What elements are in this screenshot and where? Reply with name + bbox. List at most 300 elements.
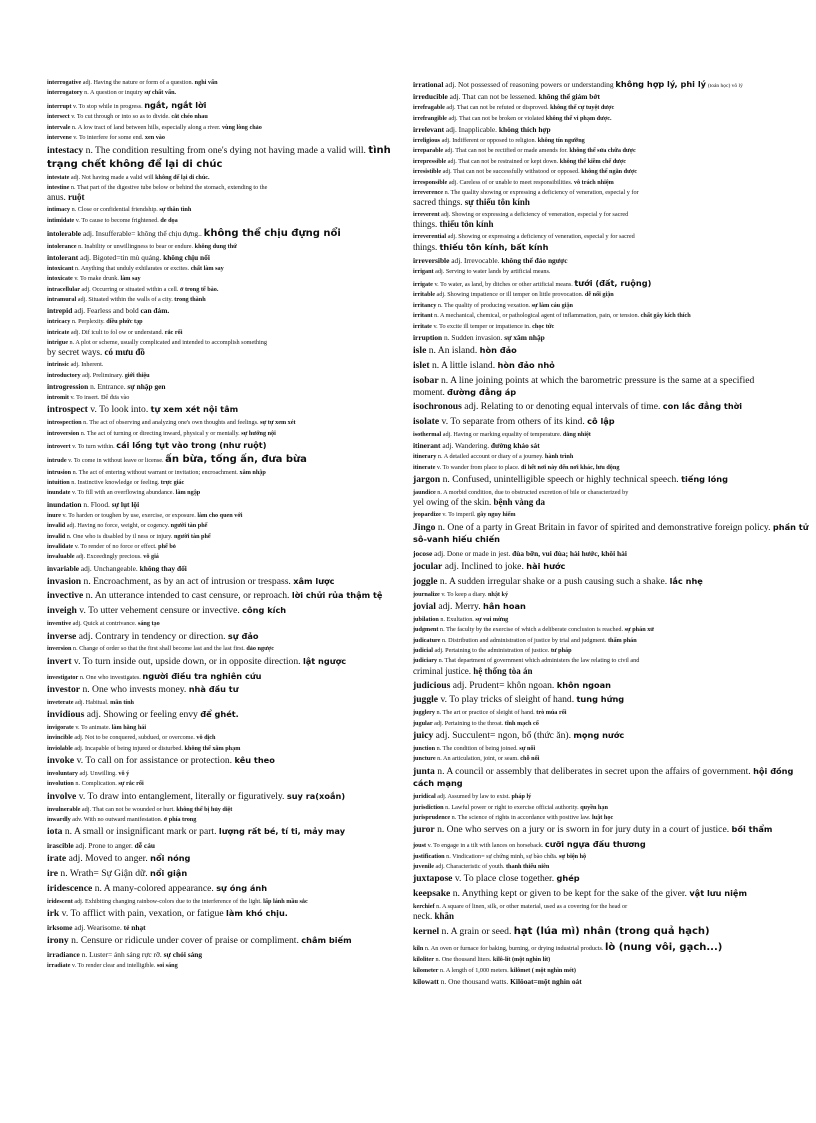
entry-definition: n. An utterance intended to cast censure, or reproach. [85, 590, 290, 602]
dictionary-entry [413, 511, 811, 519]
entry-definition: v. To make drunk. [74, 275, 119, 283]
entry-definition: adj. Bigoted=tin mù quáng. [80, 252, 162, 262]
entry-definition: adj. Showing impatience or ill temper on little provocation. [436, 291, 584, 299]
entry-definition: adj. Merry. [438, 601, 481, 613]
entry-translation: thiếu tôn kính [439, 219, 494, 230]
dictionary-entry [413, 375, 811, 400]
entry-headword: intersect [47, 113, 70, 121]
entry-definition: adj. Contrary in tendency or direction. [78, 630, 226, 642]
dictionary-entry [413, 745, 811, 753]
dictionary-entry [47, 430, 409, 438]
dictionary-entry [413, 291, 811, 299]
entry-definition: n. The act of entering without warrant or invitation; encroachment. [72, 468, 238, 476]
entry-definition: adj. That can not be successfully withstood or opposed. [442, 168, 580, 176]
dictionary-entry [413, 401, 811, 414]
entry-headword: interrupt [47, 102, 72, 110]
entry-headword: intimidate [47, 216, 75, 224]
entry-translation: không thay đổi [139, 563, 187, 573]
entry-headword: intricate [47, 328, 70, 336]
dictionary-entry [47, 724, 409, 732]
dictionary-entry [47, 296, 409, 304]
entry-definition: n. An articulation, joint, or seam. [437, 755, 519, 763]
dictionary-entry [413, 977, 811, 987]
entry-headword: intestacy [47, 145, 84, 157]
dictionary-entry [47, 479, 409, 487]
entry-headword: invulnerable [47, 805, 81, 813]
dictionary-entry [413, 211, 811, 231]
entry-headword: intolerance [47, 242, 77, 250]
entry-definition-continued: criminal justice. hệ thống tòa án [413, 665, 533, 676]
entry-definition: adj. Showing or expressing a deficiency of veneration, especial y for sacred [441, 211, 629, 219]
entry-definition: v. To fill with an overflowing abundance. [71, 489, 175, 497]
entry-headword: isochronous [413, 401, 462, 413]
dictionary-entry [47, 361, 409, 369]
entry-definition: v. To call on for assistance or protection. [76, 755, 233, 767]
entry-definition: n. The condition resulting from one's dying not having made a valid will. [85, 145, 366, 157]
dictionary-entry [413, 888, 811, 901]
entry-translation: không thể xâm phạm [184, 744, 241, 752]
dictionary-entry [47, 564, 409, 574]
entry-translation: lò (nung vôi, gạch...) [604, 942, 723, 954]
entry-translation: suy ra(xoắn) [286, 790, 346, 801]
entry-headword: irruption [413, 332, 443, 342]
entry-translation: vô ý [118, 769, 130, 777]
entry-headword: inveterate [47, 698, 74, 706]
entry-translation: thanh thiếu niên [505, 862, 550, 870]
dictionary-entry [413, 680, 811, 693]
entry-definition: adj. Wandering. [442, 441, 490, 451]
entry-definition: adj. Pertaining to the administration of justice. [434, 647, 550, 654]
entry-headword: isolate [413, 416, 440, 428]
entry-definition-continued: neck. khăn [413, 911, 455, 922]
entry-headword: inure [47, 511, 61, 519]
entry-translation: sự rắc rối [118, 780, 144, 788]
entry-definition: adj. Relating to or denoting equal intervals of time. [464, 401, 661, 413]
entry-headword: kiln [413, 945, 424, 953]
entry-translation: hòn đảo nhỏ [497, 359, 555, 370]
entry-definition: n. An oven or furnace for baking, burning, or drying industrial products. [424, 945, 604, 953]
entry-translation: không tín ngưỡng [537, 137, 585, 145]
dictionary-entry [47, 962, 409, 970]
entry-headword: justification [413, 852, 445, 860]
entry-translation: con lắc đẳng thời [662, 401, 743, 412]
entry-definition: n. Inability or unwillingness to bear or endure. [78, 242, 194, 250]
entry-headword: involution [47, 780, 74, 788]
entry-translation: không thể cự tuyệt được [550, 104, 615, 112]
entry-definition: n. Distribution and administration of justice by trial and judgment. [441, 636, 607, 644]
entry-translation: không hợp lý, phi lý [615, 79, 706, 89]
entry-translation: vật lưu niệm [689, 888, 747, 899]
dictionary-entry [47, 605, 409, 618]
entry-headword: irreverence [413, 188, 444, 196]
entry-translation: mãn tính [110, 698, 134, 706]
entry-headword: invidious [47, 709, 85, 721]
dictionary-entry [47, 620, 409, 628]
entry-definition: adj. Inclined to joke. [444, 560, 524, 572]
dictionary-entry [47, 89, 409, 97]
dictionary-entry [413, 549, 811, 559]
entry-translation: tung hứng [576, 694, 625, 705]
dictionary-entry [47, 816, 409, 824]
entry-definition: adj. Insufferable= không thể chịu đựng.. [82, 229, 202, 239]
entry-headword: intrusion [47, 468, 72, 476]
entry-definition: n. One thousand liters. [435, 956, 492, 964]
entry-translation: tẻ nhạt [123, 922, 146, 932]
entry-definition: v. To come in without leave or license. [68, 457, 164, 465]
entry-definition: adj. Not to be conquered, subdued, or overcome. [74, 734, 195, 742]
dictionary-entry [413, 360, 811, 373]
entry-translation: hệ thống tòa án [473, 665, 533, 676]
entry-definition: n. The art or practice of sleight of hand. [436, 709, 535, 717]
dictionary-entry [413, 115, 811, 123]
entry-definition: n. The act of observing and analyzing one's own thoughts and feelings. [83, 419, 259, 427]
entry-translation: nổi giận [150, 867, 188, 878]
entry-headword: Jingo [413, 521, 436, 533]
entry-translation: làm ngập [175, 489, 201, 497]
dictionary-entry [413, 489, 811, 509]
entry-definition: adj. Habitual. [75, 698, 109, 706]
entry-definition-continued: moment. đường đẳng áp [413, 387, 517, 398]
entry-headword: judgment [413, 626, 439, 634]
entry-headword: introversion [47, 429, 80, 437]
entry-definition: adj. That can not be broken or violated [448, 114, 545, 122]
entry-headword: irreligious [413, 137, 441, 145]
dictionary-entry [413, 416, 811, 429]
entry-definition: v. To utter vehement censure or invective. [79, 605, 240, 617]
entry-headword: irrepressible [413, 157, 447, 165]
entry-headword: irrefrangible [413, 114, 447, 122]
entry-translation: người tàn phế [170, 522, 208, 530]
entry-headword: irreverent [413, 211, 440, 219]
entry-headword: irradiate [47, 961, 71, 969]
entry-headword: inversion [47, 645, 72, 653]
entry-headword: involuntary [47, 769, 78, 777]
entry-headword: intervale [47, 123, 71, 131]
entry-headword: irrefragable [413, 104, 445, 112]
entry-definition: adj. Not possessed of reasoning powers or understanding [445, 80, 614, 89]
entry-headword: inviolable [47, 744, 73, 752]
entry-translation: cái lồng tụt vào trong (như ruột) [116, 439, 267, 450]
dictionary-entry [413, 312, 811, 320]
entry-definition: n. Complication. [75, 780, 117, 788]
entry-headword: ire [47, 867, 59, 879]
entry-headword: irascible [47, 841, 74, 851]
entry-translation: không thể kiềm chế được [559, 157, 627, 165]
entry-translation: xâm nhập [239, 468, 266, 476]
entry-translation: có mưu đồ [104, 347, 145, 358]
entry-translation: tình trạng chết không để lại di chúc [47, 145, 391, 170]
entry-headword: intracellular [47, 285, 80, 293]
entry-headword: intrepid [47, 306, 73, 316]
entry-headword: irate [47, 853, 67, 865]
dictionary-entry [413, 853, 811, 861]
entry-translation: ngắt, ngắt lời [144, 99, 207, 110]
entry-translation: nổi nóng [150, 853, 191, 864]
left-column [47, 79, 409, 972]
entry-translation: làm say [120, 275, 141, 283]
entry-translation: nhật ký [487, 590, 509, 598]
entry-translation: kêu theo [234, 755, 275, 766]
dictionary-entry [413, 903, 811, 923]
entry-translation: ở trong tế bào. [180, 285, 219, 293]
entry-definition: n. A grain or seed. [441, 926, 512, 938]
entry-definition: v. To animate. [75, 724, 111, 732]
entry-definition: n. A line joining points at which the barometric pressure is the same at a specified [441, 374, 755, 386]
entry-translation: hân hoan [483, 601, 526, 612]
entry-translation: không thể bị hủy diệt [176, 805, 233, 813]
entry-definition-continued: by secret ways. có mưu đồ [47, 347, 145, 358]
entry-headword: juxtapose [413, 873, 453, 885]
dictionary-entry [413, 967, 811, 975]
entry-translation: không thể đảo ngược [501, 255, 568, 265]
entry-headword: iota [47, 826, 63, 838]
dictionary-entry [47, 394, 409, 402]
entry-definition: adj. Preliminary. [82, 371, 124, 379]
entry-translation: kilô-lít (một nghìn lít) [492, 956, 551, 964]
entry-translation: sự làm cáu giận [531, 301, 573, 309]
dictionary-entry [47, 217, 409, 225]
entry-headword: jaundice [413, 488, 436, 496]
entry-headword: jurisdiction [413, 803, 444, 811]
entry-headword: keepsake [413, 888, 451, 900]
entry-translation: bồi thẩm [731, 824, 773, 835]
entry-headword: jeopardize [413, 511, 441, 519]
entry-translation: tự xem xét nội tâm [150, 404, 239, 415]
entry-definition: v. To imperil. [442, 511, 476, 519]
entry-definition: n. A square of linen, silk, or other material, used as a covering for the head or [436, 902, 628, 910]
dictionary-entry [47, 286, 409, 294]
entry-headword: invoke [47, 755, 75, 767]
entry-definition: v. To harden or toughen by use, exercise, or exposure. [62, 511, 196, 519]
entry-translation: làm hăng hái [111, 724, 147, 732]
entry-definition: adj. Indifferent or opposed to religion. [441, 137, 537, 145]
entry-definition: v. To draw into entanglement, literally or figuratively. [78, 790, 285, 802]
dictionary-entry [413, 147, 811, 155]
entry-headword: irreverential [413, 233, 447, 241]
entry-definition: adj. Having no force, weight, or cogency. [66, 522, 170, 530]
entry-translation: sự xâm nhập [504, 332, 545, 342]
entry-translation: đùa bỡn, vui đùa; hài hước, khôi hài [512, 549, 627, 559]
entry-headword: intrinsic [47, 361, 70, 369]
dictionary-entry [413, 233, 811, 253]
entry-headword: juror [413, 824, 435, 836]
entry-translation: ruột [68, 192, 85, 203]
entry-definition: n. A low tract of land between hills, especially along a river. [71, 123, 221, 131]
dictionary-entry [47, 699, 409, 707]
entry-definition: n. Luster= ánh sáng rực rỡ. [81, 949, 162, 959]
entry-definition: adj. Unwilling. [79, 769, 117, 777]
entry-definition: adj. Prone to anger. [75, 841, 133, 851]
entry-translation: không dung thứ [194, 242, 237, 250]
dictionary-entry [47, 174, 409, 182]
entry-translation: tư pháp [550, 647, 572, 654]
entry-translation: can đảm. [140, 306, 170, 316]
entry-definition: v. To place close together. [454, 873, 555, 885]
entry-translation: trong thành [174, 295, 206, 303]
dictionary-entry [413, 137, 811, 145]
entry-definition: v. To stop while in progress. [72, 102, 143, 110]
entry-definition: n. A many-colored appearance. [94, 882, 214, 894]
entry-definition: v. To render clear and intelligible. [71, 961, 156, 969]
entry-headword: intromit [47, 393, 69, 401]
entry-headword: irrigate [413, 281, 433, 289]
dictionary-entry [47, 950, 409, 960]
entry-headword: jocose [413, 549, 433, 559]
entry-definition: n. The quality of producing vexation. [437, 301, 531, 309]
entry-headword: junction [413, 744, 436, 752]
entry-definition: adj. Showing or feeling envy [86, 709, 198, 721]
entry-translation: hạt (lúa mì) nhân (trong quả hạch) [513, 926, 710, 938]
dictionary-entry [413, 158, 811, 166]
entry-definition: n. Flood. [83, 499, 110, 509]
entry-translation: sự hướng nội [241, 429, 276, 437]
entry-translation: Kilôoat=một nghìn oát [510, 977, 582, 987]
entry-headword: iridescence [47, 882, 93, 894]
dictionary-entry [47, 533, 409, 541]
entry-headword: interrogative [47, 79, 82, 86]
dictionary-entry [47, 253, 409, 263]
entry-translation: soi sáng [156, 961, 178, 969]
entry-definition: n. A detailed account or diary of a journey. [437, 453, 544, 461]
dictionary-entry [47, 826, 409, 839]
entry-translation: mọng nước [573, 730, 625, 741]
entry-headword: intestate [47, 173, 70, 181]
entry-headword: intramural [47, 295, 77, 303]
entry-translation: quyền hạn [580, 803, 608, 811]
dictionary-entry [47, 755, 409, 768]
dictionary-entry [413, 268, 811, 276]
entry-headword: intolerant [47, 252, 79, 262]
entry-headword: introductory [47, 371, 81, 379]
dictionary-entry [413, 522, 811, 547]
entry-headword: intricacy [47, 318, 71, 326]
entry-headword: intuition [47, 479, 70, 487]
entry-translation: điều phức tạp [106, 318, 143, 326]
entry-definition: n. The faculty by the exercise of which a deliberate conclusion is reached. [440, 626, 624, 634]
dictionary-entry [47, 243, 409, 251]
entry-translation: không thể giảm bớt [538, 92, 600, 102]
entry-definition: adv. With no outward manifestation. [72, 815, 163, 823]
entry-headword: juicy [413, 730, 434, 742]
entry-translation: đẳng nhiệt [562, 430, 591, 438]
entry-headword: invalid [47, 532, 66, 540]
dictionary-entry [413, 464, 811, 472]
entry-definition: adj. Exceedingly precious. [76, 553, 142, 561]
entry-definition: adj. That can not be restrained or kept down. [447, 157, 559, 165]
entry-translation: thiếu tôn kính, bất kính [439, 241, 549, 252]
entry-translation: kilômet ( một nghìn mét) [510, 966, 576, 974]
entry-translation: tiếng lóng [681, 474, 728, 485]
entry-translation: châm biếm [301, 934, 352, 945]
dictionary-entry [413, 626, 811, 634]
entry-translation: chọc tức [532, 322, 555, 330]
entry-headword: irreparable [413, 147, 444, 155]
entry-headword: invariable [47, 563, 80, 573]
entry-definition: v. To turn within. [72, 442, 115, 450]
entry-definition: adj. Succulent= ngon, bổ (thức ăn). [435, 730, 571, 742]
entry-headword: jubilation [413, 615, 439, 623]
entry-definition: v. To look into. [90, 404, 149, 416]
entry-definition: adj. Inherent. [70, 361, 104, 369]
entry-translation: hội đồng cách mạng [413, 765, 794, 789]
entry-definition: n. Vindication= sự chứng minh, sự bào chữa. [446, 852, 558, 860]
entry-headword: itinerary [413, 453, 437, 461]
entry-translation: tĩnh mạch cổ [504, 719, 539, 727]
dictionary-entry [47, 306, 409, 316]
entry-headword: intestine [47, 184, 70, 192]
entry-headword: inverse [47, 630, 77, 642]
dictionary-entry [47, 489, 409, 497]
dictionary-entry [413, 755, 811, 763]
entry-definition: v. To water, as land, by ditches or other artificial means. [434, 281, 573, 289]
dictionary-entry [413, 333, 811, 343]
entry-translation: ở phía trong [163, 815, 197, 823]
entry-translation: người tàn phế [173, 532, 211, 540]
entry-definition: adj. Inapplicable. [445, 125, 498, 135]
entry-definition: v. To insert. Để đưa vào [70, 393, 130, 401]
entry-headword: jurisprudence [413, 813, 451, 821]
entry-translation: sự phán xử [624, 626, 655, 634]
entry-definition: n. Anything kept or given to be kept for the sake of the giver. [452, 888, 687, 900]
entry-translation: không thể vi phạm được. [545, 114, 612, 122]
dictionary-entry [47, 440, 409, 451]
entry-definition: adj. Occurring or situated within a cell. [81, 285, 179, 293]
entry-headword: joggle [413, 575, 438, 587]
entry-definition: adj. That can not be refuted or disproved. [446, 104, 549, 112]
entry-translation: rắc rối [164, 328, 183, 336]
dictionary-entry [47, 522, 409, 530]
entry-translation: vô địch [196, 734, 216, 742]
entry-definition: n. A little island. [431, 359, 496, 371]
entry-headword: investigator [47, 673, 79, 681]
dictionary-entry [47, 500, 409, 510]
entry-headword: invincible [47, 734, 73, 742]
entry-definition: n. The act of turning or directing inward, physical y or mentally. [80, 429, 240, 437]
entry-translation: sự tự xem xét [260, 419, 296, 427]
dictionary-entry [47, 841, 409, 851]
entry-headword: introspection [47, 419, 82, 427]
entry-translation: chất gây kích thích [640, 312, 691, 320]
entry-headword: invert [47, 655, 72, 667]
entry-definition: adj. That can not be wounded or hurt. [81, 805, 175, 813]
dictionary-entry [47, 206, 409, 214]
dictionary-entry [47, 339, 409, 359]
entry-definition-continued: things. thiếu tôn kính, bất kính [413, 241, 549, 252]
entry-headword: inundate [47, 489, 71, 497]
entry-translation: ghép [556, 873, 580, 884]
entry-translation: không thể chịu đựng nổi [203, 228, 341, 240]
entry-translation: phế bỏ [158, 542, 176, 550]
entry-definition: adj. Having or marking equality of temperature. [442, 430, 562, 438]
dictionary-entry [47, 656, 409, 669]
entry-definition: n. A small or insignificant mark or part. [64, 826, 217, 838]
entry-definition-continued: sacred things. sự thiếu tôn kính [413, 197, 530, 208]
entry-headword: kerchief [413, 902, 435, 910]
entry-definition: v. To cause to become frightened. [75, 216, 159, 224]
entry-translation: không để lại di chúc. [155, 173, 210, 181]
entry-definition: adj. Wearisome. [74, 922, 122, 932]
dictionary-entry [47, 382, 409, 392]
entry-headword: junta [413, 765, 435, 777]
dictionary-entry [413, 256, 811, 266]
entry-headword: judicial [413, 647, 433, 654]
entry-translation: sáng tạo [137, 620, 160, 628]
dictionary-entry [47, 709, 409, 722]
entry-definition: v. To play tricks of sleight of hand. [440, 694, 575, 706]
entry-headword: intervene [47, 133, 72, 141]
entry-headword: irritate [413, 322, 432, 330]
dictionary-entry [47, 923, 409, 933]
